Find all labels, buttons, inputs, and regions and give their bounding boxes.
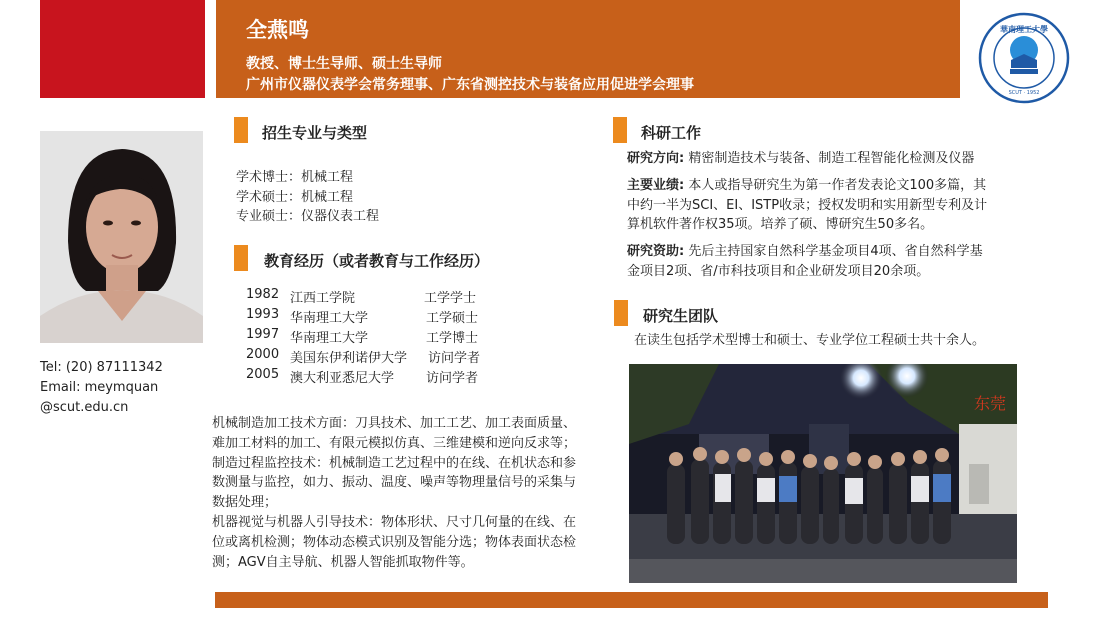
email-domain-text: @scut.edu.cn (40, 400, 129, 415)
expertise-line: 机械制造加工技术方面：刀具技术、加工工艺、加工表面质量、 (212, 416, 577, 431)
research-direction (627, 149, 1047, 169)
phone-text: Tel: (20) 87111342 (40, 360, 163, 375)
section-marker-team (614, 300, 628, 326)
funding-label: 研究资助: (627, 244, 685, 260)
section-title-admission: 招生专业与类型 (262, 124, 368, 142)
team-photo (629, 364, 1017, 583)
footer-bar (215, 592, 1048, 608)
header-red-block (40, 0, 205, 98)
expertise-paragraph (212, 414, 612, 572)
edu-school: 澳大利亚悉尼大学 (290, 371, 395, 386)
achievement-label: 主要业绩: (627, 177, 685, 193)
edu-year: 2000 (246, 347, 280, 362)
achievement-line: 本人或指导研究生为第一作者发表论文100多篇，其 (684, 177, 987, 193)
edu-school: 美国东伊利诺伊大学 (290, 351, 408, 366)
svg-text:SCUT · 1952: SCUT · 1952 (1008, 90, 1040, 96)
portrait-photo (40, 131, 203, 343)
expertise-line: 难加工材料的加工、有限元模拟仿真、三维建模和逆向反求等； (212, 435, 577, 451)
admission-item: 学术博士：机械工程 (236, 170, 354, 185)
expertise-line: 测；AGV自主导航、机器人智能抓取物件等。 (212, 554, 474, 570)
edu-school: 江西工学院 (290, 291, 356, 306)
title-line-1: 教授、博士生导师、硕士生导师 (246, 56, 442, 72)
header-banner (216, 0, 960, 98)
section-title-education: 教育经历（或者教育与工作经历） (264, 252, 490, 270)
section-marker-research (613, 117, 627, 143)
university-logo (978, 12, 1070, 104)
research-funding (627, 242, 1047, 282)
section-marker-admission (234, 117, 248, 143)
admission-item: 学术硕士：机械工程 (236, 189, 354, 205)
funding-line: 金项目2项、省/市科技项目和企业研发项目20余项。 (627, 263, 930, 279)
expertise-line: 数测量与监控，如力、振动、温度、噪声等物理量信号的采集与 (212, 475, 577, 491)
contact-info (40, 358, 163, 418)
section-title-team: 研究生团队 (643, 307, 719, 325)
edu-degree: 工学硕士 (426, 311, 479, 326)
edu-year: 1982 (246, 287, 280, 302)
section-marker-education (234, 245, 248, 271)
achievement-line: 中约一半为SCI、EI、ISTP收录；授权发明和实用新型专利及计 (627, 197, 988, 213)
research-achievement (627, 176, 1047, 235)
edu-school: 华南理工大学 (290, 331, 369, 346)
email-text: Email: meymquan (40, 380, 159, 395)
direction-label: 研究方向: (627, 151, 685, 166)
edu-school: 华南理工大学 (290, 311, 369, 326)
expertise-line: 数据处理； (212, 495, 278, 511)
admission-list (236, 168, 379, 227)
edu-year: 1997 (246, 327, 280, 342)
edu-degree: 访问学者 (426, 371, 479, 386)
direction-text: 精密制造技术与装备、制造工程智能化检测及仪器 (684, 151, 975, 166)
research-content (627, 149, 1047, 282)
team-description: 在读生包括学术型博士和硕士、专业学位工程硕士共十余人。 (634, 333, 986, 348)
expertise-line: 机器视觉与机器人引导技术：物体形状、尺寸几何量的在线、在 (212, 514, 577, 530)
edu-degree: 工学学士 (424, 291, 477, 306)
education-table (246, 287, 546, 387)
svg-text:華南理工大學: 華南理工大學 (1000, 24, 1048, 34)
edu-year: 1993 (246, 307, 280, 322)
section-title-research: 科研工作 (641, 124, 702, 142)
sign-text: 东莞 (974, 394, 1007, 413)
funding-line: 先后主持国家自然科学基金项目4项、省自然科学基 (684, 244, 983, 260)
edu-year: 2005 (246, 367, 280, 382)
title-line-2: 广州市仪器仪表学会常务理事、广东省测控技术与装备应用促进学会理事 (246, 77, 694, 93)
admission-item: 专业硕士：仪器仪表工程 (236, 209, 380, 224)
expertise-line: 位或离机检测；物体动态模式识别及智能分选；物体表面状态检 (212, 534, 577, 550)
edu-degree: 访问学者 (428, 351, 481, 366)
edu-degree: 工学博士 (426, 331, 479, 346)
person-name: 全燕鸣 (246, 18, 309, 42)
expertise-line: 制造过程监控技术：机械制造工艺过程中的在线、在机状态和参 (212, 455, 577, 471)
achievement-line: 算机软件著作权35项。培养了硕、博研究生50多名。 (627, 217, 934, 233)
